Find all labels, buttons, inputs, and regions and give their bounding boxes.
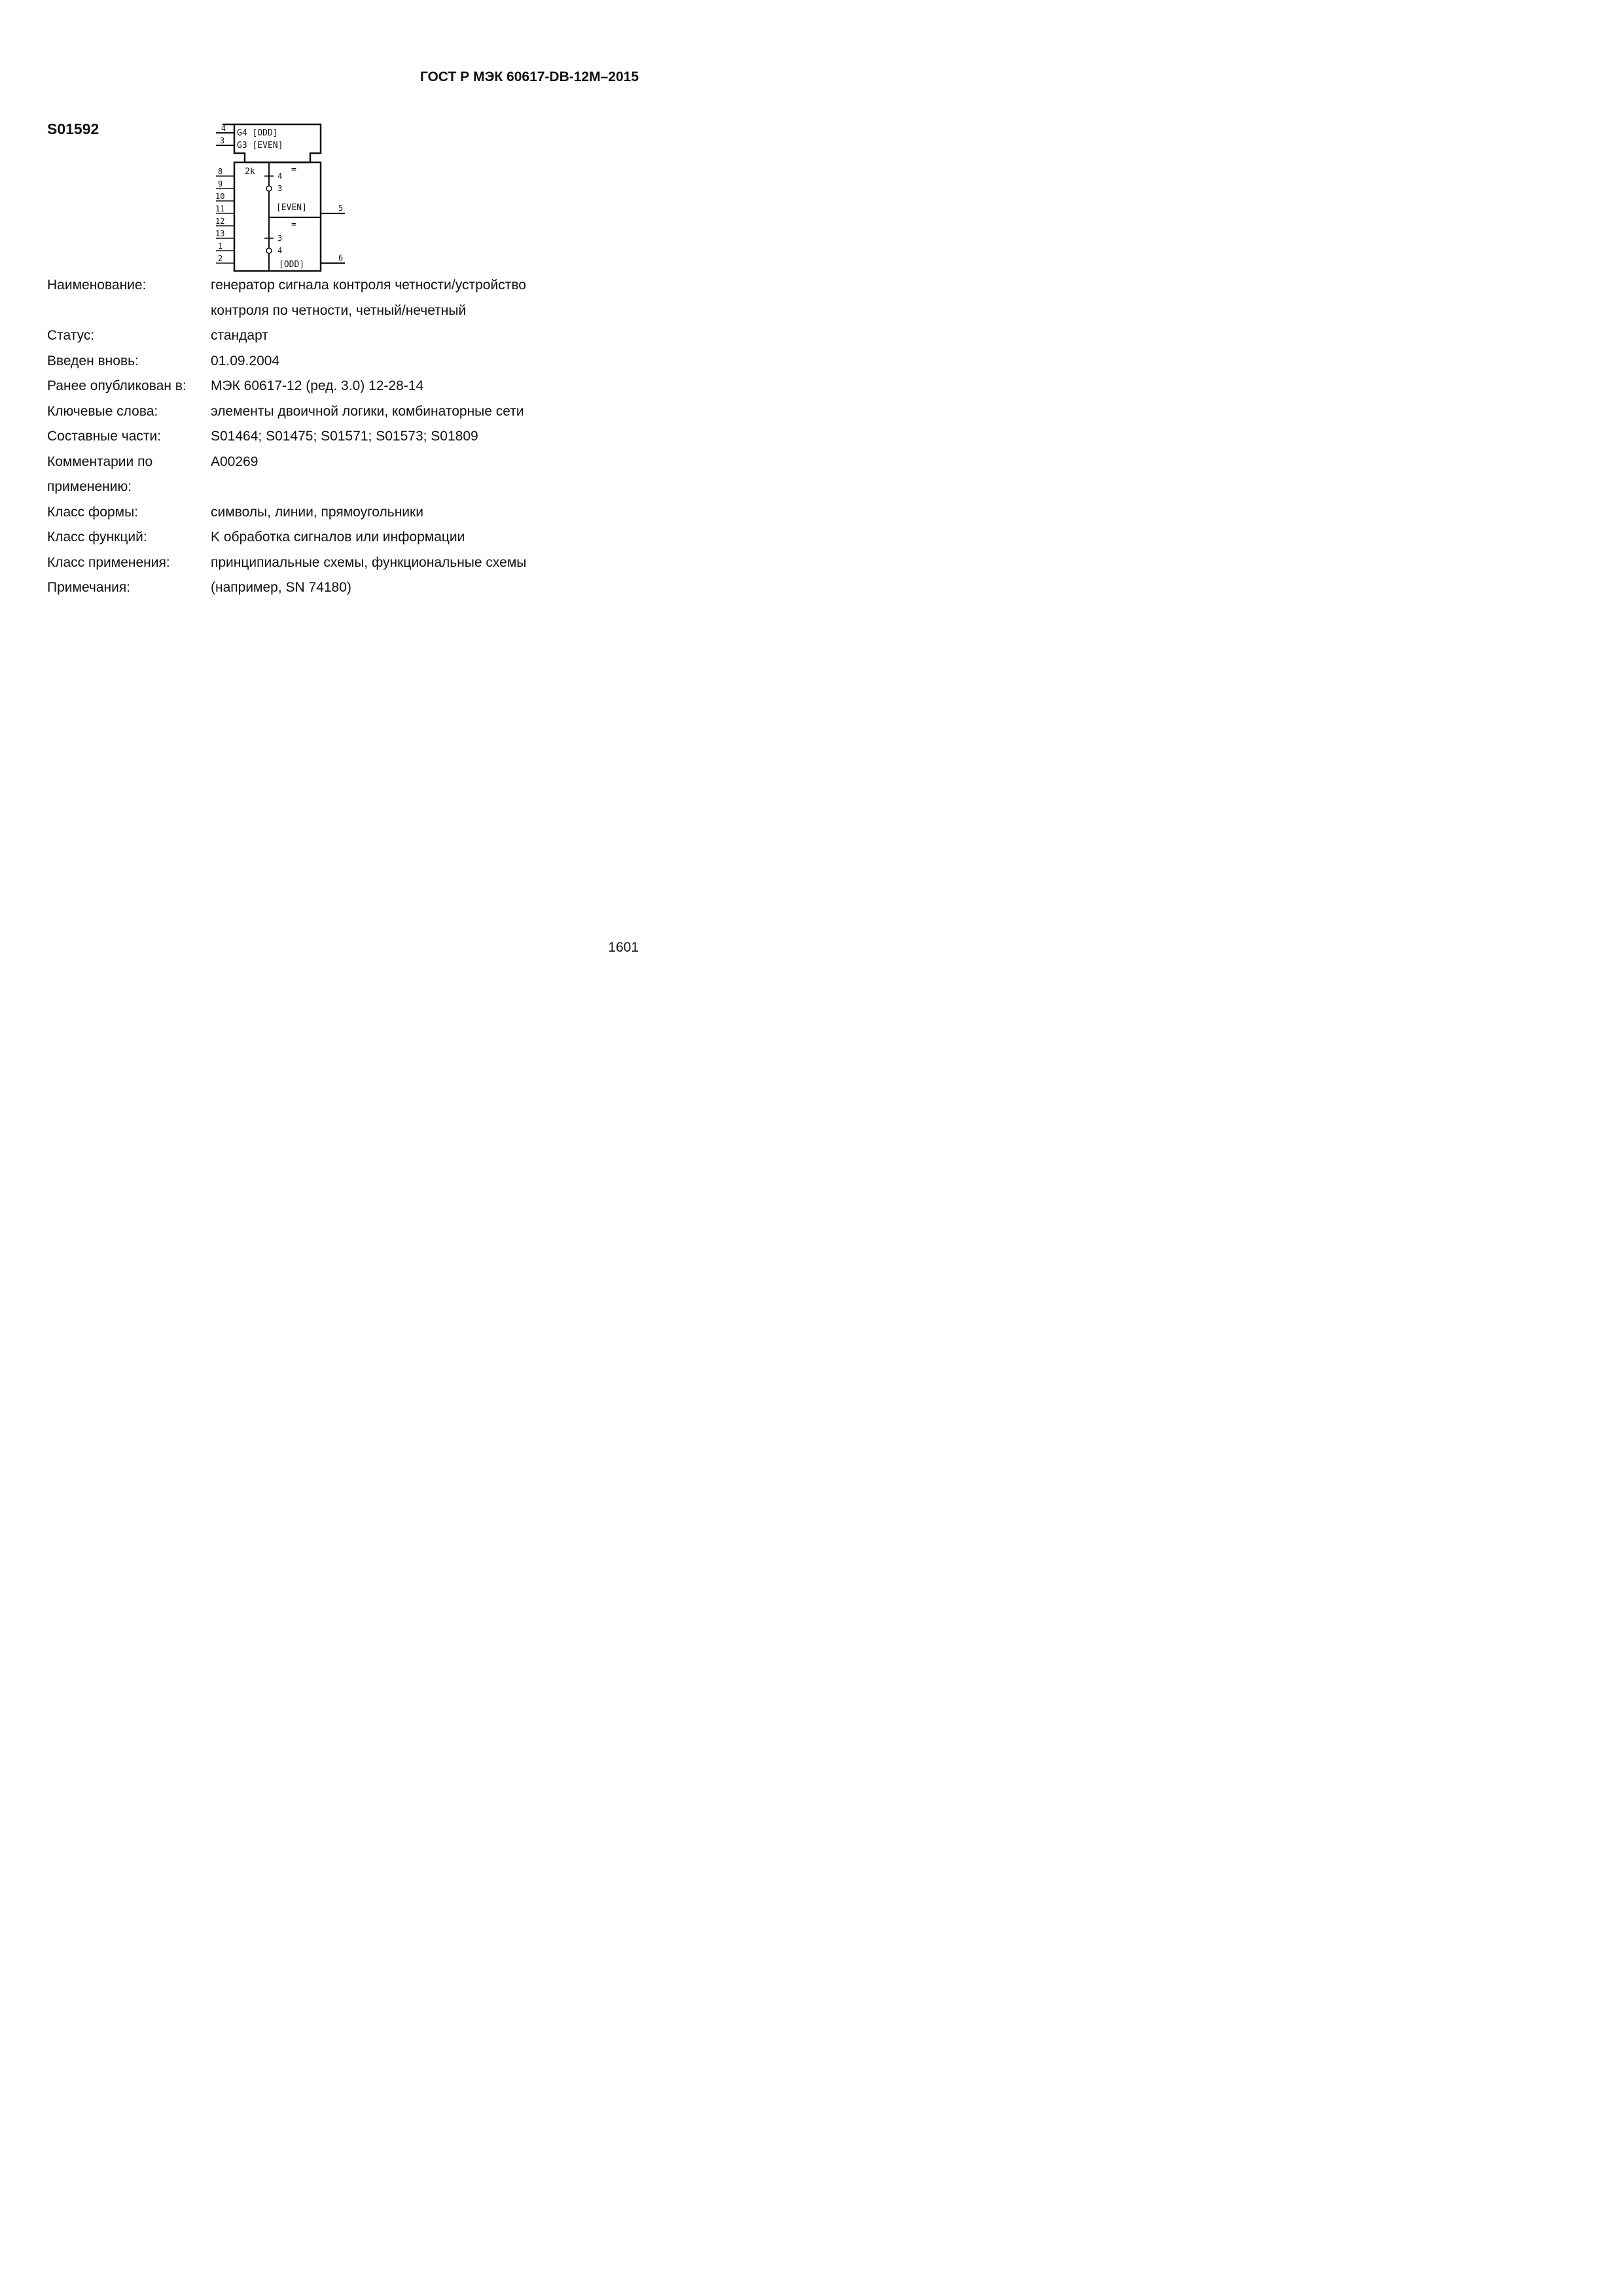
property-row <box>47 399 577 425</box>
property-value-line: 01.09.2004 <box>211 353 280 368</box>
lower-input-a: 3 <box>277 234 283 243</box>
upper-equals-sign: = <box>291 165 296 175</box>
property-value-line: S01464; S01475; S01571; S01573; S01809 <box>211 429 478 444</box>
property-value <box>211 323 577 349</box>
property-row <box>47 323 577 349</box>
property-label: Класс функций: <box>47 529 147 545</box>
g4-odd-label: G4 [ODD] <box>237 128 278 138</box>
property-label: Комментарии по применению: <box>47 454 153 494</box>
input-pin-label: 10 <box>215 192 225 201</box>
property-label: Ранее опубликован в: <box>47 378 187 393</box>
parity-generator-symbol <box>211 122 351 274</box>
property-value <box>211 450 577 500</box>
output-pin-6: 6 <box>338 253 344 262</box>
property-value <box>211 500 577 526</box>
upper-input-a: 4 <box>277 171 283 181</box>
property-row <box>47 500 577 526</box>
properties-list <box>47 273 577 601</box>
negation-circle-icon <box>266 248 272 253</box>
property-row <box>47 525 577 550</box>
property-label: Примечания: <box>47 580 131 595</box>
property-value-line: элементы двоичной логики, комбинаторные сети <box>211 403 524 419</box>
input-pin-label: 2 <box>218 254 223 263</box>
property-label: Класс формы: <box>47 504 139 520</box>
property-value <box>211 273 577 323</box>
symbol-code: S01592 <box>47 120 99 137</box>
2k-label: 2k <box>245 167 255 177</box>
property-value-line: A00269 <box>211 454 259 469</box>
property-value <box>211 399 577 425</box>
data-input-pins <box>215 167 234 263</box>
property-value <box>211 374 577 399</box>
property-row <box>47 273 577 323</box>
property-value-line: символы, линии, прямоугольники <box>211 504 423 520</box>
input-pin-label: 1 <box>218 242 223 251</box>
property-row <box>47 424 577 450</box>
property-label: Класс применения: <box>47 554 170 570</box>
pin-number-g4: 4 <box>221 124 226 133</box>
negation-circle-icon <box>266 186 272 191</box>
property-label: Ключевые слова: <box>47 403 158 419</box>
property-value-line: МЭК 60617-12 (ред. 3.0) 12-28-14 <box>211 378 424 393</box>
property-row <box>47 575 577 601</box>
property-value-line: K обработка сигналов или информации <box>211 529 465 545</box>
upper-input-b: 3 <box>277 184 283 193</box>
property-row <box>47 550 577 576</box>
input-pin-label: 9 <box>218 179 223 188</box>
lower-input-b: 4 <box>277 246 283 255</box>
property-value <box>211 525 577 550</box>
property-label: Статус: <box>47 328 95 343</box>
logic-symbol-diagram <box>211 122 351 277</box>
property-value <box>211 550 577 576</box>
g3-even-label: G3 [EVEN] <box>237 141 283 151</box>
property-value <box>211 424 577 450</box>
property-label: Наименование: <box>47 278 147 293</box>
property-label: Введен вновь: <box>47 353 139 368</box>
property-row <box>47 349 577 374</box>
page-number: 1601 <box>608 940 639 955</box>
property-value-line: генератор сигнала контроля четности/устройство <box>211 278 526 293</box>
property-label: Составные части: <box>47 429 162 444</box>
property-value-line: принципиальные схемы, функциональные схемы <box>211 554 527 570</box>
even-output-label: [EVEN] <box>276 203 307 213</box>
property-row <box>47 450 577 500</box>
input-pin-label: 12 <box>215 217 225 226</box>
property-value <box>211 349 577 374</box>
property-value <box>211 575 577 601</box>
input-pin-label: 11 <box>215 204 225 213</box>
property-value-line: (например, SN 74180) <box>211 580 351 595</box>
property-row <box>47 374 577 399</box>
property-value-line: стандарт <box>211 328 268 343</box>
property-value-line: контроля по четности, четный/нечетный <box>211 302 467 318</box>
pin-number-g3: 3 <box>220 136 225 145</box>
output-pin-5: 5 <box>338 204 344 213</box>
input-pin-label: 8 <box>218 167 223 176</box>
odd-output-label: [ODD] <box>279 260 305 270</box>
document-header: ГОСТ Р МЭК 60617-DB-12M–2015 <box>419 69 639 84</box>
input-pin-label: 13 <box>215 229 225 238</box>
lower-equals-sign: = <box>291 220 296 230</box>
